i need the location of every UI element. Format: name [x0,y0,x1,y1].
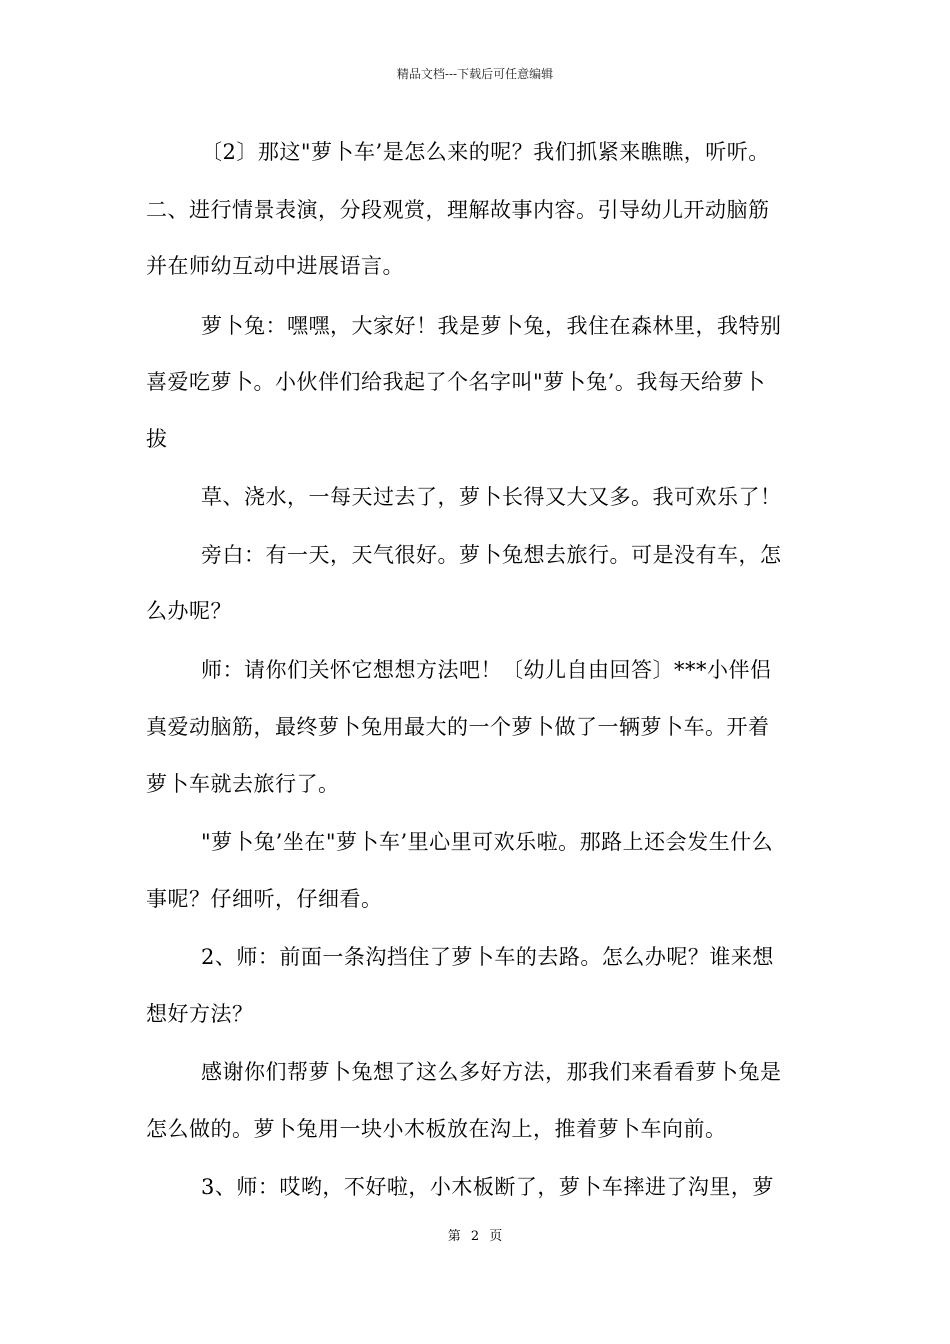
page-footer [0,1228,950,1246]
paragraph-line: 想好方法？ [146,1002,254,1026]
paragraph-line: 2、师：前面一条沟挡住了萝卜车的去路。怎么办呢？谁来想 [201,945,774,969]
page-suffix: 页 [489,1229,503,1244]
page-header: 精品文档---下载后可任意编辑 [396,67,554,81]
paragraph-line: 二、进行情景表演，分段观赏，理解故事内容。引导幼儿开动脑筋 [146,198,770,222]
paragraph-line: 事呢？仔细听，仔细看。 [146,887,383,911]
paragraph-line: "萝卜兔’坐在"萝卜车’里心里可欢乐啦。那路上还会发生什么 [201,830,774,854]
paragraph-line: 怎么做的。萝卜兔用一块小木板放在沟上，推着萝卜车向前。 [146,1117,727,1141]
paragraph-line: 师：请你们关怀它想想方法吧！〔幼儿自由回答〕***小伴侣 [201,658,772,682]
paragraph-line: 并在师幼互动中进展语言。 [146,254,404,278]
paragraph-line: 喜爱吃萝卜。小伙伴们给我起了个名字叫"萝卜兔’。我每天给萝卜 [146,370,766,394]
paragraph-line: 旁白：有一天，天气很好。萝卜兔想去旅行。可是没有车，怎 [201,543,782,567]
paragraph-line: 真爱动脑筋，最终萝卜兔用最大的一个萝卜做了一辆萝卜车。开着 [146,715,770,739]
paragraph-line: 拔 [146,427,168,451]
paragraph-line: 〔2〕那这"萝卜车’是怎么来的呢？我们抓紧来瞧瞧，听听。 [201,140,770,164]
paragraph-line: 草、浇水，一每天过去了，萝卜长得又大又多。我可欢乐了！ [201,485,782,509]
paragraph-line: 萝卜车就去旅行了。 [146,772,340,796]
paragraph-line: 感谢你们帮萝卜兔想了这么多好方法，那我们来看看萝卜兔是 [201,1060,782,1084]
paragraph-line: 3、师：哎哟，不好啦，小木板断了，萝卜车摔进了沟里，萝 [201,1175,774,1199]
paragraph-line: 萝卜兔：嘿嘿，大家好！我是萝卜兔，我住在森林里，我特别 [201,314,782,338]
paragraph-line: 么办呢？ [146,599,232,623]
page-number: 2 [470,1229,480,1244]
page-prefix: 第 [447,1229,461,1244]
